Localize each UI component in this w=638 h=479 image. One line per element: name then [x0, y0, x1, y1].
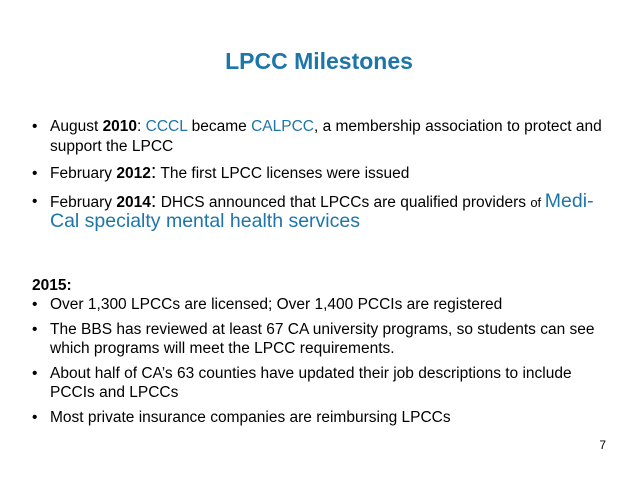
list-item-text: Most private insurance companies are reimbursing LPCCs: [50, 408, 451, 426]
year-2015-heading: 2015:: [32, 277, 72, 294]
milestone-text: The first LPCC licenses were issued: [156, 165, 410, 182]
milestone-year: 2012: [116, 165, 151, 182]
bullet-dot: •: [32, 296, 38, 313]
bullet-dot: •: [32, 118, 38, 135]
list-item: [32, 364, 612, 403]
medi-cal-program: Medi-Cal specialty mental health services: [50, 189, 594, 232]
list-item-text: Over 1,300 LPCCs are licensed; Over 1,400 PCCIs are registered: [50, 296, 503, 313]
milestones-list: [32, 117, 612, 241]
year-2015-list: [32, 295, 612, 432]
bullet-dot: •: [32, 192, 38, 210]
milestone-text: DHCS announced that LPCCs are qualified providers: [156, 193, 531, 211]
milestone-item-2012: [32, 161, 612, 184]
milestone-colon: :: [150, 161, 157, 183]
milestone-year: 2010: [102, 118, 138, 135]
bullet-dot: •: [32, 320, 38, 338]
milestone-mid-text: became: [187, 118, 252, 135]
milestone-item-2014: [32, 189, 612, 233]
milestone-item-2010: [32, 117, 612, 156]
bullet-dot: •: [32, 165, 38, 182]
milestone-colon: :: [150, 189, 157, 212]
milestone-month: August: [50, 118, 103, 135]
list-item: [32, 320, 612, 359]
page-number: 7: [599, 438, 606, 452]
milestone-text: , a membership association to protect and support the LPCC: [50, 118, 602, 155]
milestone-year: 2014: [116, 193, 151, 211]
milestone-of: of: [530, 194, 545, 210]
slide-title: LPCC Milestones: [225, 48, 413, 74]
list-item-text: About half of CA’s 63 counties have updated their job descriptions to include PCCIs and LPCCs: [50, 364, 572, 401]
bullet-dot: •: [32, 364, 38, 382]
org-cccl: CCCL: [145, 118, 188, 135]
list-item: [32, 295, 612, 315]
list-item-text: The BBS has reviewed at least 67 CA university programs, so students can see which programs will meet the LPCC requirements.: [50, 320, 595, 357]
milestone-month: February: [50, 193, 117, 211]
milestone-month: February: [50, 165, 117, 182]
list-item: [32, 408, 612, 428]
milestone-colon: :: [137, 118, 146, 135]
bullet-dot: •: [32, 408, 38, 426]
org-calpcc: CALPCC: [251, 118, 314, 135]
